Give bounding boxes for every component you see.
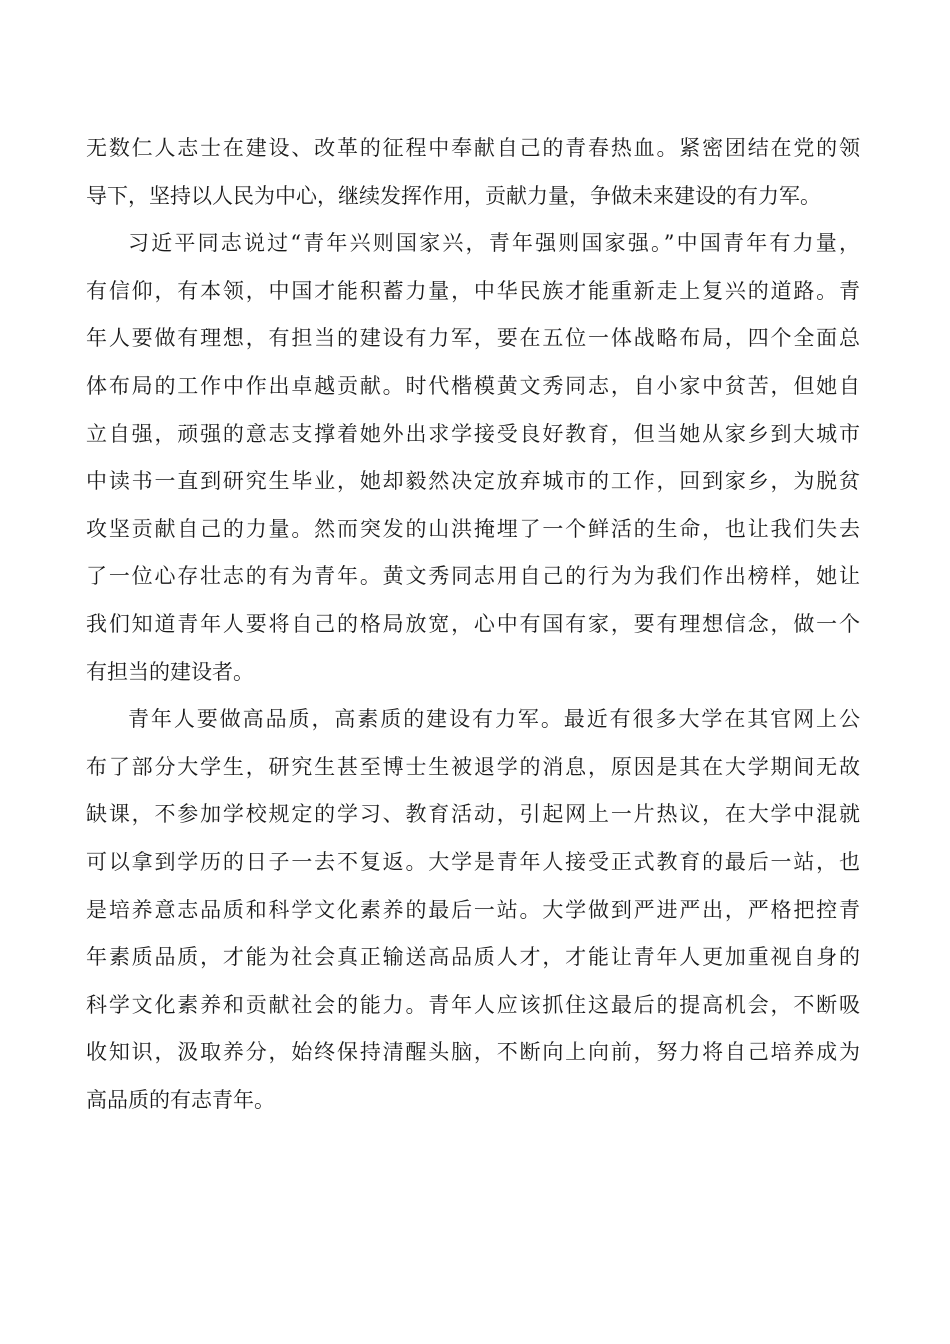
- text-line: 可以拿到学历的日子一去不复返。大学是青年人接受正式教育的最后一站，也: [86, 849, 860, 874]
- text-line: 中读书一直到研究生毕业，她却毅然决定放弃城市的工作，回到家乡，为脱贫: [86, 469, 860, 494]
- text-line: 有信仰，有本领，中国才能积蓄力量，中华民族才能重新走上复兴的道路。青: [86, 278, 860, 303]
- text-line: 导下，坚持以人民为中心，继续发挥作用，贡献力量，争做未来建设的有力军。: [86, 183, 821, 208]
- text-line: 收知识，汲取养分，始终保持清醒头脑，不断向上向前，努力将自己培养成为: [86, 1040, 860, 1065]
- text-line: 青年人要做高品质，高素质的建设有力军。最近有很多大学在其官网上公: [128, 707, 860, 732]
- document-page: [86, 125, 860, 1124]
- text-line: 习近平同志说过“青年兴则国家兴，青年强则国家强。”中国青年有力量，: [128, 231, 860, 256]
- text-line: 年人要做有理想，有担当的建设有力军，要在五位一体战略布局，四个全面总: [86, 326, 860, 351]
- text-line: 科学文化素养和贡献社会的能力。青年人应该抓住这最后的提高机会，不断吸: [86, 992, 860, 1017]
- text-line: 我们知道青年人要将自己的格局放宽，心中有国有家，要有理想信念，做一个: [86, 611, 860, 636]
- paragraph-1: [86, 125, 860, 220]
- text-line: 无数仁人志士在建设、改革的征程中奉献自己的青春热血。紧密团结在党的领: [86, 136, 860, 160]
- text-line: 立自强，顽强的意志支撑着她外出求学接受良好教育，但当她从家乡到大城市: [86, 421, 860, 446]
- text-line: 攻坚贡献自己的力量。然而突发的山洪掩埋了一个鲜活的生命，也让我们失去: [86, 516, 860, 541]
- text-line: 缺课，不参加学校规定的学习、教育活动，引起网上一片热议，在大学中混就: [86, 802, 860, 827]
- text-line: 了一位心存壮志的有为青年。黄文秀同志用自己的行为为我们作出榜样，她让: [86, 564, 860, 589]
- paragraph-2: [86, 220, 860, 696]
- text-line: 有担当的建设者。: [86, 659, 254, 684]
- text-line: 布了部分大学生，研究生甚至博士生被退学的消息，原因是其在大学期间无故: [86, 754, 860, 779]
- text-line: 是培养意志品质和科学文化素养的最后一站。大学做到严进严出，严格把控青: [86, 897, 860, 922]
- paragraph-3: [86, 696, 860, 1124]
- text-line: 年素质品质，才能为社会真正输送高品质人才，才能让青年人更加重视自身的: [86, 945, 860, 970]
- text-line: 高品质的有志青年。: [86, 1087, 275, 1112]
- text-line: 体布局的工作中作出卓越贡献。时代楷模黄文秀同志，自小家中贫苦，但她自: [86, 373, 860, 398]
